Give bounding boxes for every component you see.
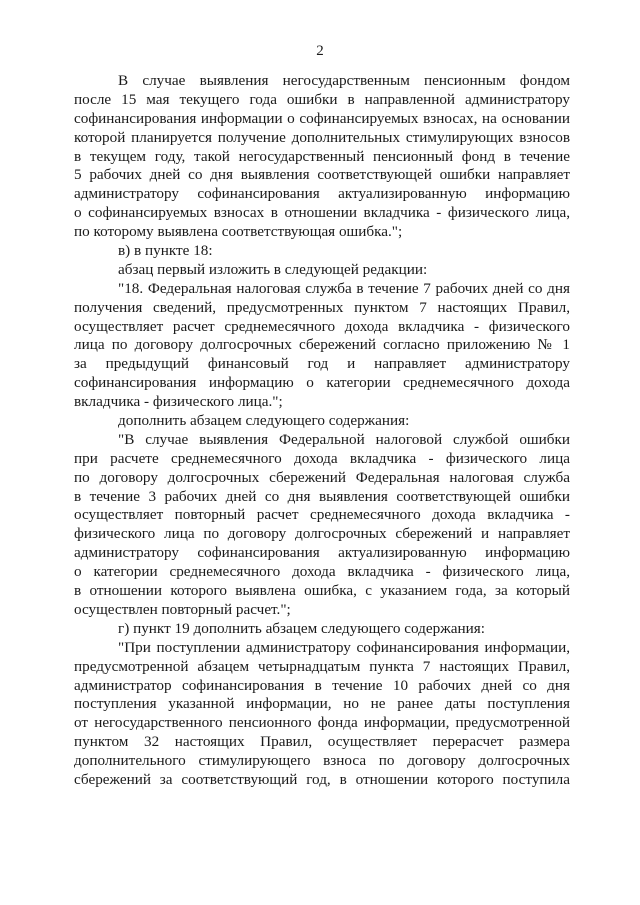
- text-line: дополнительного стимулирующего взноса по договору долгосрочных: [74, 752, 570, 770]
- text-line: в) в пункте 18:: [118, 242, 213, 260]
- text-line: "В случае выявления Федеральной налоговой службой ошибки: [118, 430, 570, 448]
- text-line: администратор софинансирования в течение 10 рабочих дней со дня: [74, 676, 570, 694]
- text-line: администратору софинансирования актуализированную информацию: [74, 185, 570, 203]
- text-line: софинансирования информацию о категории среднемесячного дохода: [74, 374, 570, 392]
- text-line: в текущем году, такой негосударственный пенсионный фонд в течение: [74, 147, 570, 165]
- text-line: 5 рабочих дней со дня выявления соответствующей ошибки направляет: [74, 166, 570, 184]
- text-line: при расчете среднемесячного дохода вкладчика - физического лица: [74, 449, 570, 467]
- text-line: вкладчика - физического лица.";: [74, 393, 283, 411]
- text-line: поступления указанной информации, но не ранее даты поступления: [74, 695, 570, 713]
- text-line: осуществляет расчет среднемесячного дохода вкладчика - физического: [74, 317, 570, 335]
- text-line: абзац первый изложить в следующей редакции:: [118, 260, 428, 278]
- text-line: после 15 мая текущего года ошибки в направленной администратору: [74, 90, 570, 108]
- text-line: сбережений за соответствующий год, в отношении которого поступила: [74, 770, 570, 788]
- text-line: по договору долгосрочных сбережений Федеральная налоговая служба: [74, 468, 570, 486]
- text-line: дополнить абзацем следующего содержания:: [118, 412, 410, 430]
- text-line: от негосударственного пенсионного фонда информации, предусмотренной: [74, 714, 570, 732]
- text-line: В случае выявления негосударственным пенсионным фондом: [118, 72, 570, 89]
- text-line: осуществлен повторный расчет.";: [74, 600, 291, 618]
- text-line: по которому выявлена соответствующая ошибка.";: [74, 223, 403, 241]
- text-line: о категории среднемесячного дохода вкладчика - физического лица,: [74, 563, 570, 581]
- text-line: которой планируется получение дополнительных стимулирующих взносов: [74, 128, 570, 146]
- text-line: физического лица по договору долгосрочных сбережений и направляет: [74, 525, 570, 543]
- text-line: в течение 3 рабочих дней со дня выявления соответствующей ошибки: [74, 487, 570, 505]
- text-line: "При поступлении администратору софинансирования информации,: [118, 638, 570, 656]
- text-line: осуществляет повторный расчет среднемесячного дохода вкладчика -: [74, 506, 570, 524]
- page-number: 2: [316, 43, 324, 59]
- text-line: в отношении которого выявлена ошибка, с указанием года, за который: [74, 582, 570, 600]
- text-line: предусмотренной абзацем четырнадцатым пункта 7 настоящих Правил,: [74, 657, 570, 675]
- text-line: о софинансируемых взносах в отношении вкладчика - физического лица,: [74, 204, 570, 222]
- text-line: администратору софинансирования актуализированную информацию: [74, 544, 570, 562]
- text-line: пунктом 32 настоящих Правил, осуществляет перерасчет размера: [74, 733, 570, 751]
- text-line: получения сведений, предусмотренных пунктом 7 настоящих Правил,: [74, 298, 570, 316]
- text-line: лица по договору долгосрочных сбережений согласно приложению № 1: [74, 336, 570, 354]
- text-line: "18. Федеральная налоговая служба в течение 7 рабочих дней со дня: [118, 279, 570, 297]
- text-line: за предыдущий финансовый год и направляет администратору: [74, 355, 570, 373]
- text-line: г) пункт 19 дополнить абзацем следующего содержания:: [118, 619, 485, 637]
- document-body: [74, 72, 570, 790]
- text-line: софинансирования информации о софинансируемых взносах, на основании: [74, 109, 570, 127]
